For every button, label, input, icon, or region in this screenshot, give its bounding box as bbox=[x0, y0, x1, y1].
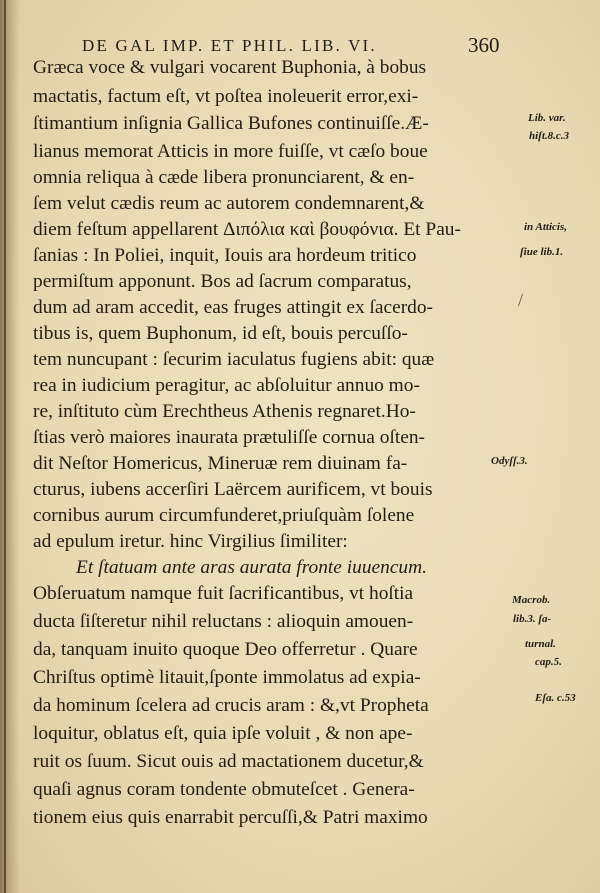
text-line-12: tem nuncupant : ſecurim iaculatus fugiens abit: quæ bbox=[33, 349, 435, 370]
text-line-25: da hominum ſcelera ad crucis aram : &,vt Propheta bbox=[33, 695, 429, 716]
text-line-21: Obſeruatum namque fuit ſacrificantibus, vt hoſtia bbox=[33, 583, 414, 604]
margin-note-hist: hiſt.8.c.3 bbox=[529, 130, 570, 142]
text-line-4: lianus memorat Atticis in more fuiſſe, vt cæſo boue bbox=[33, 141, 428, 162]
text-line-3: ſtimantium inſignia Gallica Bufones continuiſſe.Æ- bbox=[33, 113, 429, 134]
page-number: 360 bbox=[468, 33, 500, 57]
margin-note-lib-var: Lib. var. bbox=[528, 112, 566, 124]
text-line-17: cturus, iubens accerſiri Laërcem aurificem, vt bouis bbox=[33, 479, 433, 500]
text-line-28: quaſi agnus coram tondente obmuteſcet . Genera- bbox=[33, 779, 415, 800]
text-line-5: omnia reliqua à cæde libera pronunciarent, & en- bbox=[33, 167, 415, 188]
margin-note-odyss: Odyſſ.3. bbox=[491, 455, 528, 467]
text-line-8: ſanias : In Poliei, inquit, Iouis ara hordeum tritico bbox=[33, 245, 417, 266]
text-line-13: rea in iudicium peragitur, ac abſoluitur annuo mo- bbox=[33, 375, 420, 396]
margin-note-lib3: lib.3. ſa- bbox=[513, 613, 552, 625]
text-line-1: Græca voce & vulgari vocarent Buphonia, à bobus bbox=[33, 57, 427, 78]
text-line-22: ducta ſiſteretur nihil reluctans : alioquin amouen- bbox=[33, 611, 414, 632]
text-line-14: re, inſtituto cùm Erechtheus Athenis regnaret.Ho- bbox=[33, 401, 416, 422]
text-line-10: dum ad aram accedit, eas fruges attingit ex ſacerdo- bbox=[33, 297, 434, 318]
text-line-19: ad epulum iretur. hinc Virgilius ſimiliter: bbox=[33, 531, 348, 552]
text-line-15: ſtias verò maiores inaurata prætuliſſe cornua oſten- bbox=[33, 427, 425, 448]
text-line-26: loquitur, oblatus eſt, quia ipſe voluit , & non ape- bbox=[33, 723, 413, 744]
text-line-24: Chriſtus optimè litauit,ſponte immolatus ad expia- bbox=[33, 667, 421, 688]
running-title: DE GAL IMP. ET PHIL. LIB. VI. bbox=[82, 36, 377, 55]
verse-quotation: Et ſtatuam ante aras aurata fronte iuuencum. bbox=[76, 557, 427, 578]
text-line-7: diem feſtum appellarent Διπόλια καὶ βουφόνια. Et Pau- bbox=[33, 219, 461, 240]
text-line-11: tibus is, quem Buphonum, id eſt, bouis percuſſo- bbox=[33, 323, 408, 344]
margin-note-in-atticis: in Atticis, bbox=[524, 221, 567, 233]
margin-note-siue-lib: ſiue lib.1. bbox=[520, 246, 564, 258]
margin-note-cap5: cap.5. bbox=[535, 656, 562, 668]
ink-mark: / bbox=[518, 290, 524, 310]
gutter-edge bbox=[4, 0, 6, 893]
text-line-27: ruit os ſuum. Sicut ouis ad mactationem ducetur,& bbox=[33, 751, 424, 772]
text-line-16: dit Neſtor Homericus, Mineruæ rem diuinam fa- bbox=[33, 453, 408, 474]
text-line-23: da, tanquam inuito quoque Deo offerretur . Quare bbox=[33, 639, 418, 660]
margin-note-saturnal: turnal. bbox=[525, 638, 556, 650]
gutter-shadow bbox=[0, 0, 20, 893]
text-line-9: permiſtum apponunt. Bos ad ſacrum comparatus, bbox=[33, 271, 412, 292]
margin-note-macrob: Macrob. bbox=[512, 594, 551, 606]
text-line-29: tionem eius quis enarrabit percuſſi,& Patri maximo bbox=[33, 807, 428, 828]
margin-note-esa: Eſa. c.53 bbox=[535, 692, 576, 704]
text-line-6: ſem velut cædis reum ac autorem condemnarent,& bbox=[33, 193, 425, 214]
text-line-18: cornibus aurum circumfunderet,priuſquàm ſolene bbox=[33, 505, 415, 526]
text-line-2: mactatis, factum eſt, vt poſtea inoleuerit error,exi- bbox=[33, 86, 419, 107]
